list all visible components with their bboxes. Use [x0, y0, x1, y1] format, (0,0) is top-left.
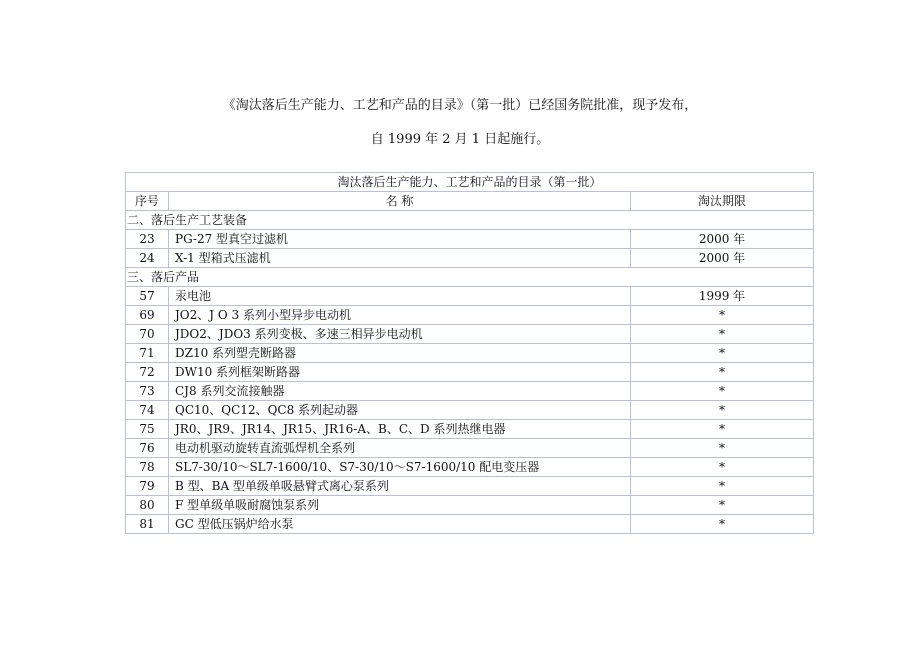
row-deadline: * [631, 401, 814, 420]
table-row [126, 515, 814, 534]
row-name: DZ10 系列塑壳断路器 [169, 344, 631, 363]
row-deadline: * [631, 325, 814, 344]
table-row [126, 496, 814, 515]
row-number: 72 [126, 363, 169, 382]
row-name: QC10、QC12、QC8 系列起动器 [169, 401, 631, 420]
table-header-row [126, 192, 814, 211]
row-name: DW10 系列框架断路器 [169, 363, 631, 382]
section-row [126, 211, 814, 230]
row-number: 23 [126, 230, 169, 249]
row-name: 汞电池 [169, 287, 631, 306]
table-row [126, 325, 814, 344]
section-label: 三、落后产品 [126, 268, 814, 287]
row-deadline: * [631, 420, 814, 439]
row-name: GC 型低压锅炉给水泵 [169, 515, 631, 534]
row-deadline: * [631, 439, 814, 458]
row-name: JDO2、JDO3 系列变极、多速三相异步电动机 [169, 325, 631, 344]
row-deadline: 2000 年 [631, 249, 814, 268]
section-label: 二、落后生产工艺装备 [126, 211, 814, 230]
row-deadline: 2000 年 [631, 230, 814, 249]
intro-line-1: 《淘汰落后生产能力、工艺和产品的目录》（第一批）已经国务院批准，现予发布， [222, 98, 698, 113]
row-name: 电动机驱动旋转直流弧焊机全系列 [169, 439, 631, 458]
row-deadline: * [631, 306, 814, 325]
row-name: SL7-30/10～SL7-1600/10、S7-30/10～S7-1600/10 配电变压器 [169, 458, 631, 477]
table-row [126, 344, 814, 363]
catalog-table [125, 172, 814, 534]
intro-line-2: 自 1999 年 2 月 1 日起施行。 [370, 132, 550, 147]
row-number: 71 [126, 344, 169, 363]
row-number: 69 [126, 306, 169, 325]
row-deadline: * [631, 344, 814, 363]
row-name: F 型单级单吸耐腐蚀泵系列 [169, 496, 631, 515]
table-row [126, 363, 814, 382]
row-name: JR0、JR9、JR14、JR15、JR16-A、B、C、D 系列热继电器 [169, 420, 631, 439]
table-row [126, 249, 814, 268]
row-name: PG-27 型真空过滤机 [169, 230, 631, 249]
row-number: 78 [126, 458, 169, 477]
table-row [126, 230, 814, 249]
table-row [126, 420, 814, 439]
section-row [126, 268, 814, 287]
row-deadline: * [631, 477, 814, 496]
table-title-row [126, 173, 814, 192]
row-deadline: * [631, 458, 814, 477]
row-name: JO2、J O 3 系列小型异步电动机 [169, 306, 631, 325]
table-title: 淘汰落后生产能力、工艺和产品的目录（第一批） [126, 173, 814, 192]
row-number: 74 [126, 401, 169, 420]
header-name: 名 称 [169, 192, 631, 211]
row-name: B 型、BA 型单级单吸悬臂式离心泵系列 [169, 477, 631, 496]
row-name: X-1 型箱式压滤机 [169, 249, 631, 268]
row-number: 80 [126, 496, 169, 515]
row-number: 81 [126, 515, 169, 534]
header-num: 序号 [126, 192, 169, 211]
table-row [126, 477, 814, 496]
row-number: 57 [126, 287, 169, 306]
row-name: CJ8 系列交流接触器 [169, 382, 631, 401]
row-deadline: * [631, 515, 814, 534]
row-deadline: 1999 年 [631, 287, 814, 306]
row-number: 76 [126, 439, 169, 458]
row-deadline: * [631, 496, 814, 515]
row-number: 73 [126, 382, 169, 401]
row-deadline: * [631, 382, 814, 401]
table-row [126, 382, 814, 401]
table-row [126, 306, 814, 325]
row-number: 75 [126, 420, 169, 439]
header-deadline: 淘汰期限 [631, 192, 814, 211]
row-number: 70 [126, 325, 169, 344]
row-number: 79 [126, 477, 169, 496]
table-row [126, 458, 814, 477]
table-row [126, 287, 814, 306]
table-row [126, 401, 814, 420]
row-deadline: * [631, 363, 814, 382]
row-number: 24 [126, 249, 169, 268]
table-row [126, 439, 814, 458]
